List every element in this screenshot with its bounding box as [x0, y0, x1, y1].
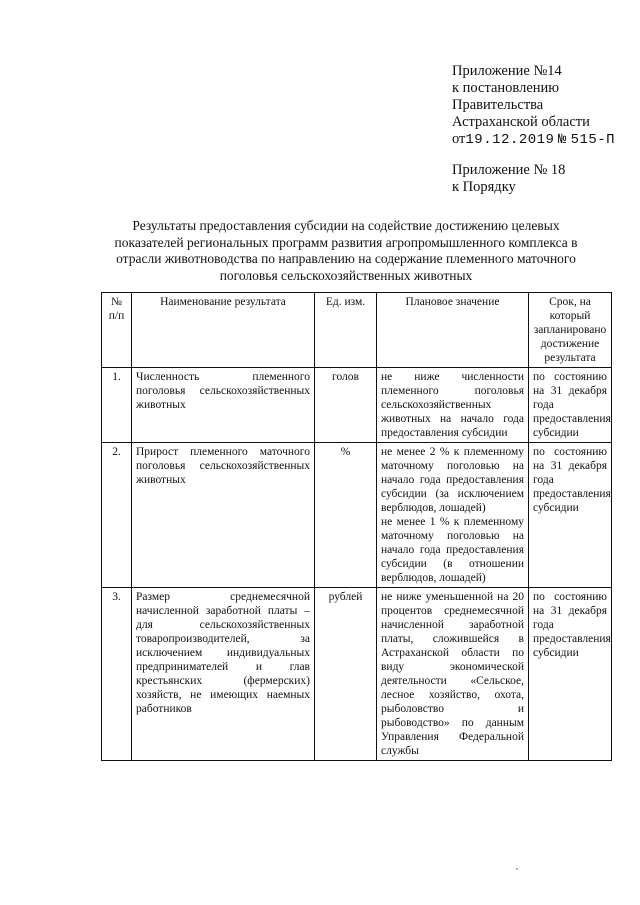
- resolution-date: 19.12.2019: [465, 132, 555, 148]
- table-header-row: [102, 293, 612, 368]
- procedure-line: к Порядку: [452, 179, 516, 195]
- table-row: [102, 443, 612, 588]
- scan-speck: [516, 868, 518, 870]
- plan-value-part: не менее 1 % к племенному маточному поголовью на начало года предоставления субсидии (в отношении верблюдов, лошадей): [381, 516, 524, 584]
- row-plan: не ниже численности племенного поголовья сельскохозяйственных животных на начало года предоставления субсидии: [377, 368, 529, 443]
- header-num: № п/п: [102, 293, 132, 368]
- number-sign: №: [558, 132, 567, 148]
- header-name: Наименование результата: [132, 293, 315, 368]
- resolution-number: 515-П: [570, 132, 616, 148]
- table-row: [102, 588, 612, 761]
- row-num: 3.: [102, 588, 132, 761]
- row-name: Размер среднемесячной начисленной заработной платы – для сельскохозяйственных товаропроизводителей, за исключением индивидуальных предпринимателей и глав крестьянских (фермерских) хозяйств, не имеющих наемных работников: [132, 588, 315, 761]
- row-deadline: по состоянию на 31 декабря года предоставления субсидии: [529, 443, 612, 588]
- date-prefix: от: [452, 131, 466, 147]
- appendix-block: [452, 162, 565, 196]
- row-num: 2.: [102, 443, 132, 588]
- row-deadline: по состоянию на 31 декабря года предоставления субсидии: [529, 588, 612, 761]
- header-line-date-number: [452, 131, 615, 149]
- row-deadline: по состоянию на 31 декабря года предоставления субсидии: [529, 368, 612, 443]
- header-line-appendix: Приложение №14: [452, 63, 562, 79]
- row-unit: голов: [315, 368, 377, 443]
- header-plan: Плановое значение: [377, 293, 529, 368]
- row-name: Численность племенного поголовья сельскохозяйственных животных: [132, 368, 315, 443]
- appendix-line: Приложение № 18: [452, 162, 566, 178]
- row-num: 1.: [102, 368, 132, 443]
- row-name: Прирост племенного маточного поголовья сельскохозяйственных животных: [132, 443, 315, 588]
- row-unit: рублей: [315, 588, 377, 761]
- header-line-government: Правительства: [452, 97, 544, 113]
- row-plan: [377, 443, 529, 588]
- document-title: Результаты предоставления субсидии на содействие достижению целевых показателей региональных программ развития агропромышленного комплекса в отрасли животноводства по направлению на содержание племенного маточного поголовья сельскохозяйственных животных: [114, 218, 578, 283]
- header-block: [452, 63, 615, 149]
- results-table: [101, 292, 612, 761]
- row-plan: не ниже уменьшенной на 20 процентов среднемесячной начисленной заработной платы, сложившейся в Астраханской области по виду экономической деятельности «Сельское, лесное хозяйство, охота, рыболовство и рыбоводство» по данным Управления Федеральной службы: [377, 588, 529, 761]
- plan-value-part: не менее 2 % к племенному маточному поголовью на начало года предоставления субсидии (за исключением верблюдов, лошадей): [381, 446, 524, 514]
- row-unit: %: [315, 443, 377, 588]
- header-deadline: Срок, на который запланировано достижение результата: [529, 293, 612, 368]
- header-line-resolution: к постановлению: [452, 80, 560, 96]
- table-row: [102, 368, 612, 443]
- header-line-region: Астраханской области: [452, 114, 590, 130]
- header-unit: Ед. изм.: [315, 293, 377, 368]
